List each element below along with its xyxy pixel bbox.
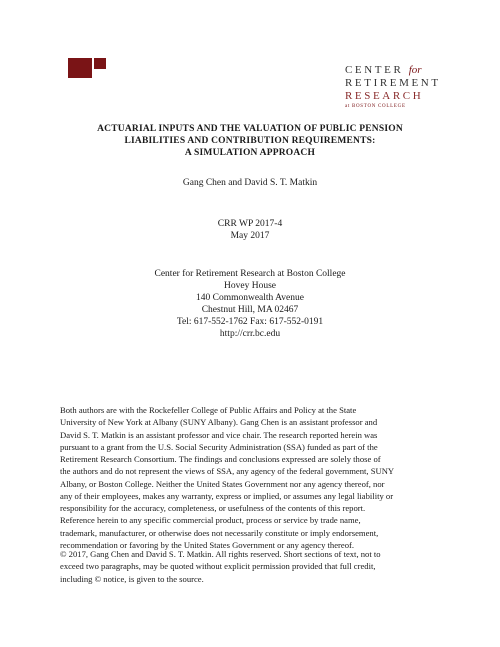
paragraph-line: recommendation or favoring by the United States Government or any agency thereof. <box>60 539 355 550</box>
paragraph-line: Retirement Research Consortium. The findings and conclusions expressed are solely those of <box>60 454 381 464</box>
paragraph-line: exceed two paragraphs, may be quoted without explicit permission provided that full credit, <box>60 561 376 572</box>
logo-line-research: RESEARCH <box>345 90 424 102</box>
address-line: 140 Commonwealth Avenue <box>195 293 304 303</box>
logo-center-word: CENTER <box>345 64 404 76</box>
address-url: http://crr.bc.edu <box>219 329 281 339</box>
logo-square-small <box>94 58 106 69</box>
paragraph-line: any of their employees, makes any warranty, express or implied, or assumes any legal liability or <box>60 490 394 501</box>
address-line: Chestnut Hill, MA 02467 <box>201 305 299 315</box>
paragraph-line: trademark, manufacturer, or otherwise does not necessarily constitute or imply endorsement, <box>60 527 379 538</box>
title-line: A SIMULATION APPROACH <box>184 148 316 158</box>
logo-for-word: for <box>408 64 422 76</box>
paragraph-line: responsibility for the accuracy, completeness, or usefulness of the contents of this report. <box>60 503 366 513</box>
title-line: LIABILITIES AND CONTRIBUTION REQUIREMENTS: <box>124 136 376 146</box>
address-block <box>0 268 500 340</box>
copyright-paragraph <box>60 548 452 585</box>
address-line: Hovey House <box>224 281 276 291</box>
paragraph-line: David S. T. Matkin is an assistant professor and vice chair. The research reported herein was <box>60 429 378 440</box>
logo-line-boston-college: at BOSTON COLLEGE <box>345 104 406 109</box>
logo-line-center <box>345 64 435 77</box>
paragraph-line: © 2017, Gang Chen and David S. T. Matkin. All rights reserved. Short sections of text, not to <box>60 549 381 559</box>
logo-square-large <box>68 58 92 78</box>
title-line: ACTUARIAL INPUTS AND THE VALUATION OF PUBLIC PENSION <box>97 124 403 134</box>
paragraph-line: Reference herein to any specific commercial product, process or service by trade name, <box>60 515 361 526</box>
paragraph-line: Both authors are with the Rockefeller College of Public Affairs and Policy at the State <box>60 405 357 415</box>
paragraph-line: University of New York at Albany (SUNY Albany). Gang Chen is an assistant professor and <box>60 417 378 428</box>
working-paper-number: CRR WP 2017-4 <box>217 219 283 229</box>
paper-title <box>60 123 440 159</box>
logo-wordmark <box>345 64 441 109</box>
paragraph-line: pursuant to a grant from the U.S. Social Security Administration (SSA) funded as part of the <box>60 441 378 452</box>
address-line: Tel: 617-552-1762 Fax: 617-552-0191 <box>176 317 324 327</box>
working-paper-info <box>0 218 500 242</box>
paragraph-line: including © notice, is given to the source. <box>60 573 204 584</box>
logo-squares <box>68 58 108 78</box>
authors: Gang Chen and David S. T. Matkin <box>182 178 318 188</box>
paragraph-line: Albany, or Boston College. Neither the United States Government nor any agency thereof, nor <box>60 478 385 489</box>
logo-line-retirement: RETIREMENT <box>345 77 441 89</box>
working-paper-date: May 2017 <box>230 231 270 241</box>
disclaimer-paragraph <box>60 404 452 551</box>
address-line: Center for Retirement Research at Boston College <box>154 269 346 279</box>
paragraph-line: the authors and do not represent the views of SSA, any agency of the federal government, SUNY <box>60 466 395 477</box>
